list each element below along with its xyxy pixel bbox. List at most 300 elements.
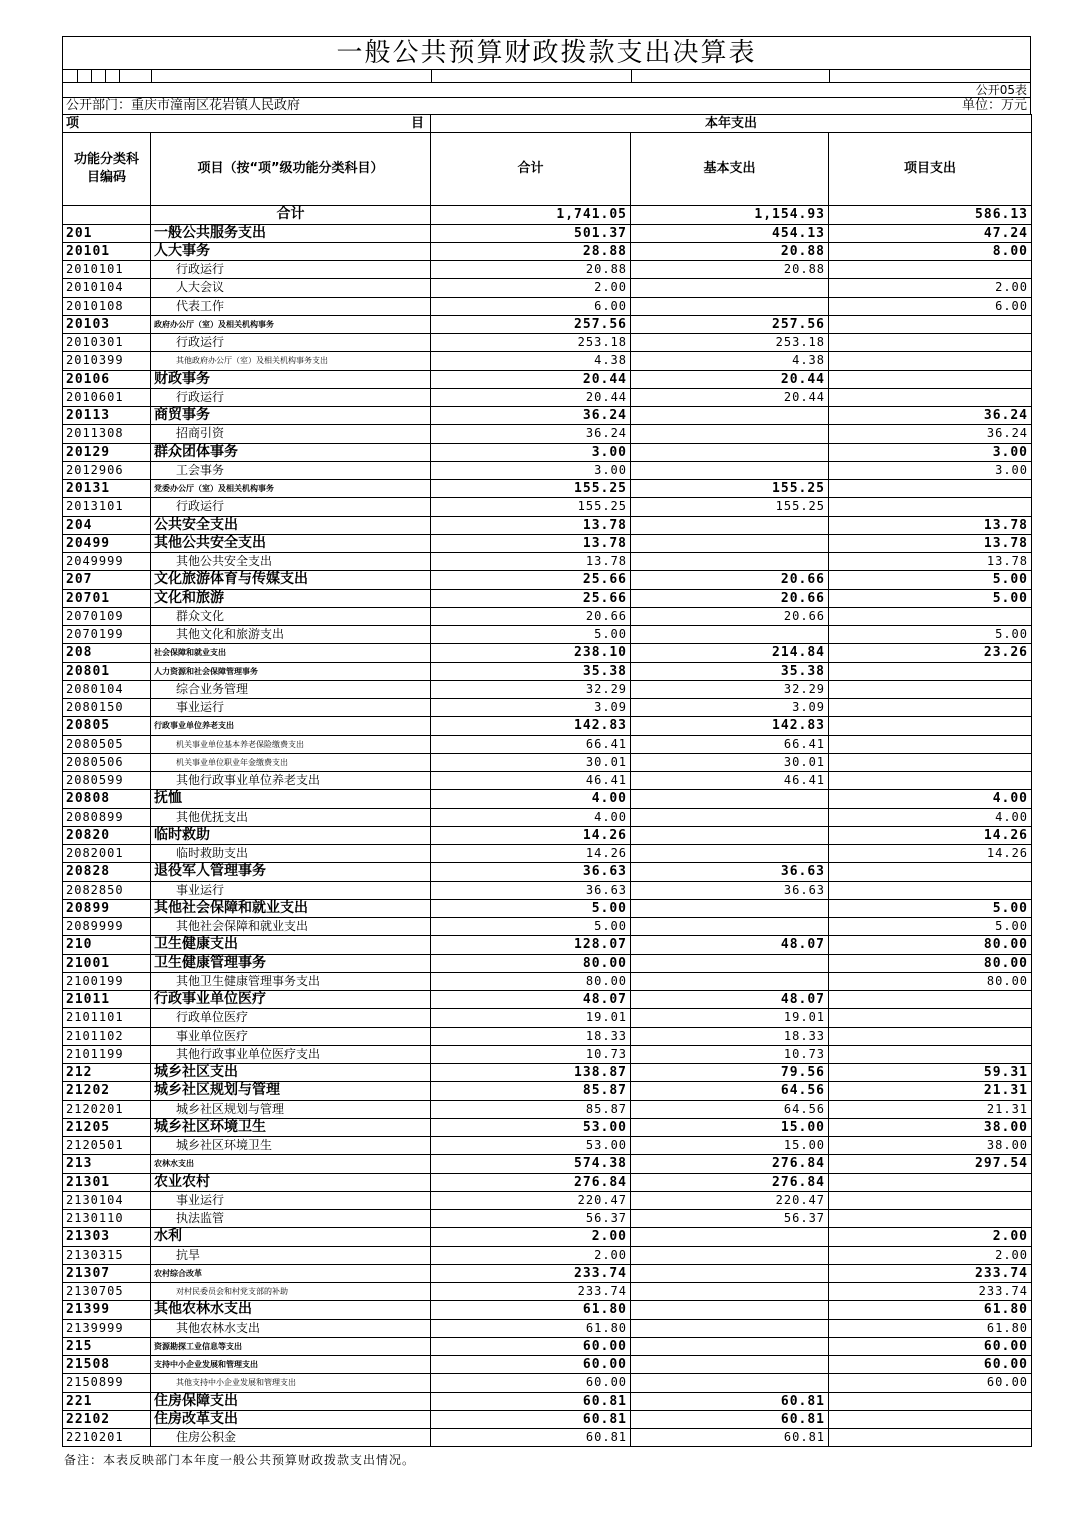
total-cell: 20.88 — [431, 261, 631, 279]
project-cell — [829, 991, 1032, 1009]
total-cell: 1,741.05 — [431, 206, 631, 224]
project-cell — [829, 881, 1032, 899]
basic-cell — [631, 553, 829, 571]
project-cell: 5.00 — [829, 899, 1032, 917]
project-cell: 80.00 — [829, 954, 1032, 972]
project-cell: 233.74 — [829, 1264, 1032, 1282]
code-cell: 2089999 — [63, 918, 151, 936]
name-cell: 事业单位医疗 — [151, 1027, 431, 1045]
project-cell: 47.24 — [829, 224, 1032, 242]
name-cell: 其他优抚支出 — [151, 808, 431, 826]
table-row — [63, 279, 1032, 297]
basic-cell: 20.88 — [631, 242, 829, 260]
basic-cell: 48.07 — [631, 936, 829, 954]
basic-cell: 4.38 — [631, 352, 829, 370]
table-row — [63, 1374, 1032, 1392]
code-cell: 2130104 — [63, 1191, 151, 1209]
total-cell: 3.09 — [431, 699, 631, 717]
code-cell: 2101101 — [63, 1009, 151, 1027]
name-cell: 事业运行 — [151, 1191, 431, 1209]
name-cell: 群众团体事务 — [151, 443, 431, 461]
project-cell: 2.00 — [829, 1246, 1032, 1264]
table-row — [63, 1173, 1032, 1191]
name-cell: 人大会议 — [151, 279, 431, 297]
table-row — [63, 388, 1032, 406]
code-cell: 2082001 — [63, 845, 151, 863]
basic-cell: 46.41 — [631, 772, 829, 790]
table-row — [63, 899, 1032, 917]
name-cell: 其他社会保障和就业支出 — [151, 899, 431, 917]
current-year-header: 本年支出 — [431, 115, 1032, 133]
code-cell: 20828 — [63, 863, 151, 881]
total-cell: 2.00 — [431, 1228, 631, 1246]
basic-cell: 142.83 — [631, 717, 829, 735]
name-cell: 代表工作 — [151, 297, 431, 315]
code-cell: 2130315 — [63, 1246, 151, 1264]
basic-cell: 35.38 — [631, 662, 829, 680]
code-cell: 2080505 — [63, 735, 151, 753]
total-cell: 155.25 — [431, 498, 631, 516]
table-row — [63, 1301, 1032, 1319]
basic-cell: 60.81 — [631, 1429, 829, 1447]
code-cell: 20129 — [63, 443, 151, 461]
project-cell — [829, 261, 1032, 279]
name-cell: 其他卫生健康管理事务支出 — [151, 972, 431, 990]
basic-cell — [631, 1337, 829, 1355]
name-cell: 群众文化 — [151, 607, 431, 625]
department-label: 公开部门：重庆市潼南区花岩镇人民政府 — [66, 98, 301, 113]
name-cell: 行政运行 — [151, 334, 431, 352]
code-cell: 212 — [63, 1064, 151, 1082]
basic-cell — [631, 808, 829, 826]
project-cell: 2.00 — [829, 1228, 1032, 1246]
total-cell: 20.66 — [431, 607, 631, 625]
report-sheet — [62, 36, 1031, 1468]
name-cell: 其他行政事业单位养老支出 — [151, 772, 431, 790]
name-cell: 其他政府办公厅（室）及相关机构事务支出 — [151, 352, 431, 370]
blank-grid-row — [62, 69, 1031, 82]
table-row — [63, 991, 1032, 1009]
code-cell: 210 — [63, 936, 151, 954]
name-cell: 机关事业单位基本养老保险缴费支出 — [151, 735, 431, 753]
name-cell: 临时救助支出 — [151, 845, 431, 863]
basic-cell — [631, 826, 829, 844]
name-cell: 抗旱 — [151, 1246, 431, 1264]
name-cell: 其他社会保障和就业支出 — [151, 918, 431, 936]
project-cell — [829, 1045, 1032, 1063]
total-cell: 142.83 — [431, 717, 631, 735]
code-cell: 2101199 — [63, 1045, 151, 1063]
basic-cell — [631, 1374, 829, 1392]
total-cell: 48.07 — [431, 991, 631, 1009]
total-cell: 4.00 — [431, 790, 631, 808]
total-cell: 60.81 — [431, 1410, 631, 1428]
project-cell — [829, 1210, 1032, 1228]
basic-cell: 56.37 — [631, 1210, 829, 1228]
project-cell: 5.00 — [829, 571, 1032, 589]
basic-cell — [631, 972, 829, 990]
code-cell: 20899 — [63, 899, 151, 917]
header-row-2 — [63, 133, 1032, 206]
table-row — [63, 1410, 1032, 1428]
total-cell: 2.00 — [431, 279, 631, 297]
project-cell: 21.31 — [829, 1082, 1032, 1100]
table-row — [63, 407, 1032, 425]
name-cell: 临时救助 — [151, 826, 431, 844]
project-cell: 4.00 — [829, 808, 1032, 826]
basic-cell: 1,154.93 — [631, 206, 829, 224]
table-row — [63, 607, 1032, 625]
code-cell: 201 — [63, 224, 151, 242]
total-cell: 61.80 — [431, 1319, 631, 1337]
project-cell — [829, 1009, 1032, 1027]
total-cell: 6.00 — [431, 297, 631, 315]
table-row — [63, 717, 1032, 735]
table-row — [63, 1009, 1032, 1027]
name-cell: 其他文化和旅游支出 — [151, 626, 431, 644]
project-cell — [829, 680, 1032, 698]
basic-cell — [631, 845, 829, 863]
project-col-header: 项目支出 — [829, 133, 1032, 206]
basic-cell: 276.84 — [631, 1155, 829, 1173]
code-cell: 2010108 — [63, 297, 151, 315]
basic-cell: 18.33 — [631, 1027, 829, 1045]
basic-cell — [631, 899, 829, 917]
code-cell: 2130110 — [63, 1210, 151, 1228]
code-cell: 21001 — [63, 954, 151, 972]
table-row — [63, 261, 1032, 279]
basic-cell — [631, 1319, 829, 1337]
dept-unit-row — [62, 97, 1031, 114]
project-cell — [829, 1027, 1032, 1045]
table-row — [63, 1337, 1032, 1355]
basic-cell — [631, 1301, 829, 1319]
name-cell: 住房改革支出 — [151, 1410, 431, 1428]
table-row — [63, 461, 1032, 479]
project-cell — [829, 1429, 1032, 1447]
project-cell — [829, 753, 1032, 771]
table-row — [63, 845, 1032, 863]
table-row — [63, 1191, 1032, 1209]
code-cell: 21202 — [63, 1082, 151, 1100]
basic-cell: 20.66 — [631, 571, 829, 589]
total-cell: 13.78 — [431, 516, 631, 534]
total-cell: 10.73 — [431, 1045, 631, 1063]
table-row — [63, 680, 1032, 698]
code-cell: 2210201 — [63, 1429, 151, 1447]
code-cell: 20820 — [63, 826, 151, 844]
table-row — [63, 315, 1032, 333]
code-cell: 21301 — [63, 1173, 151, 1191]
project-cell: 586.13 — [829, 206, 1032, 224]
total-cell: 233.74 — [431, 1283, 631, 1301]
total-cell: 238.10 — [431, 644, 631, 662]
total-cell: 36.63 — [431, 881, 631, 899]
basic-cell: 64.56 — [631, 1082, 829, 1100]
basic-cell — [631, 279, 829, 297]
basic-cell — [631, 534, 829, 552]
code-cell: 20106 — [63, 370, 151, 388]
name-cell: 政府办公厅（室）及相关机构事务 — [151, 315, 431, 333]
total-cell: 128.07 — [431, 936, 631, 954]
table-row — [63, 790, 1032, 808]
name-cell: 其他农林水支出 — [151, 1319, 431, 1337]
project-cell: 3.00 — [829, 461, 1032, 479]
basic-cell: 454.13 — [631, 224, 829, 242]
total-cell: 46.41 — [431, 772, 631, 790]
total-cell: 3.00 — [431, 443, 631, 461]
basic-cell — [631, 297, 829, 315]
total-cell: 36.63 — [431, 863, 631, 881]
table-row — [63, 297, 1032, 315]
name-cell: 事业运行 — [151, 699, 431, 717]
basic-cell: 60.81 — [631, 1410, 829, 1428]
project-cell: 13.78 — [829, 516, 1032, 534]
basic-cell — [631, 1283, 829, 1301]
table-row — [63, 881, 1032, 899]
total-cell: 18.33 — [431, 1027, 631, 1045]
project-cell: 23.26 — [829, 644, 1032, 662]
basic-cell — [631, 461, 829, 479]
project-cell: 233.74 — [829, 1283, 1032, 1301]
table-row — [63, 753, 1032, 771]
name-cell: 城乡社区支出 — [151, 1064, 431, 1082]
name-cell: 其他支持中小企业发展和管理支出 — [151, 1374, 431, 1392]
project-cell — [829, 315, 1032, 333]
project-cell: 4.00 — [829, 790, 1032, 808]
name-cell: 执法监管 — [151, 1210, 431, 1228]
code-cell: 21508 — [63, 1356, 151, 1374]
basic-cell: 48.07 — [631, 991, 829, 1009]
project-cell: 13.78 — [829, 534, 1032, 552]
table-row — [63, 918, 1032, 936]
total-cell: 36.24 — [431, 407, 631, 425]
basic-cell: 253.18 — [631, 334, 829, 352]
project-cell — [829, 863, 1032, 881]
total-cell: 66.41 — [431, 735, 631, 753]
project-cell: 21.31 — [829, 1100, 1032, 1118]
name-cell: 其他公共安全支出 — [151, 534, 431, 552]
name-cell: 其他行政事业单位医疗支出 — [151, 1045, 431, 1063]
table-row — [63, 242, 1032, 260]
code-cell: 215 — [63, 1337, 151, 1355]
code-cell: 20103 — [63, 315, 151, 333]
total-cell: 60.81 — [431, 1392, 631, 1410]
basic-cell: 20.66 — [631, 589, 829, 607]
basic-cell — [631, 1246, 829, 1264]
project-cell: 60.00 — [829, 1337, 1032, 1355]
project-cell: 36.24 — [829, 425, 1032, 443]
basic-cell — [631, 1228, 829, 1246]
total-cell: 13.78 — [431, 534, 631, 552]
basic-cell: 64.56 — [631, 1100, 829, 1118]
total-cell: 14.26 — [431, 826, 631, 844]
item-header-right: 目 — [411, 116, 425, 131]
basic-cell: 276.84 — [631, 1173, 829, 1191]
project-cell: 5.00 — [829, 626, 1032, 644]
table-row — [63, 808, 1032, 826]
table-row — [63, 1064, 1032, 1082]
total-cell: 5.00 — [431, 918, 631, 936]
total-cell: 25.66 — [431, 589, 631, 607]
project-cell — [829, 1392, 1032, 1410]
project-cell — [829, 334, 1032, 352]
basic-cell — [631, 1356, 829, 1374]
total-cell: 5.00 — [431, 899, 631, 917]
total-cell: 4.38 — [431, 352, 631, 370]
total-cell: 253.18 — [431, 334, 631, 352]
table-row — [63, 1137, 1032, 1155]
basic-cell: 155.25 — [631, 480, 829, 498]
project-cell: 38.00 — [829, 1118, 1032, 1136]
basic-cell: 3.09 — [631, 699, 829, 717]
total-cell: 20.44 — [431, 388, 631, 406]
code-cell: 2139999 — [63, 1319, 151, 1337]
table-row — [63, 480, 1032, 498]
code-cell: 2120201 — [63, 1100, 151, 1118]
basic-cell — [631, 918, 829, 936]
total-col-header: 合计 — [431, 133, 631, 206]
total-cell: 32.29 — [431, 680, 631, 698]
table-row — [63, 1045, 1032, 1063]
name-cell: 城乡社区规划与管理 — [151, 1100, 431, 1118]
table-row — [63, 498, 1032, 516]
header-row-1 — [63, 115, 1032, 133]
basic-cell: 20.44 — [631, 370, 829, 388]
project-cell: 13.78 — [829, 553, 1032, 571]
total-cell: 56.37 — [431, 1210, 631, 1228]
table-row — [63, 662, 1032, 680]
total-cell: 276.84 — [431, 1173, 631, 1191]
name-cell: 城乡社区规划与管理 — [151, 1082, 431, 1100]
table-row — [63, 626, 1032, 644]
table-row — [63, 1246, 1032, 1264]
name-cell: 住房保障支出 — [151, 1392, 431, 1410]
table-row — [63, 553, 1032, 571]
code-cell: 213 — [63, 1155, 151, 1173]
project-cell: 297.54 — [829, 1155, 1032, 1173]
basic-cell: 214.84 — [631, 644, 829, 662]
basic-cell — [631, 516, 829, 534]
basic-cell: 66.41 — [631, 735, 829, 753]
total-cell: 30.01 — [431, 753, 631, 771]
code-cell: 21011 — [63, 991, 151, 1009]
table-row — [63, 1392, 1032, 1410]
total-cell: 220.47 — [431, 1191, 631, 1209]
project-cell — [829, 717, 1032, 735]
project-cell — [829, 352, 1032, 370]
table-row — [63, 352, 1032, 370]
project-cell: 14.26 — [829, 845, 1032, 863]
name-cell: 文化和旅游 — [151, 589, 431, 607]
code-cell: 20701 — [63, 589, 151, 607]
total-cell: 28.88 — [431, 242, 631, 260]
name-cell: 行政事业单位养老支出 — [151, 717, 431, 735]
code-cell: 2010104 — [63, 279, 151, 297]
basic-cell: 20.66 — [631, 607, 829, 625]
code-cell: 20131 — [63, 480, 151, 498]
name-cell: 退役军人管理事务 — [151, 863, 431, 881]
table-row — [63, 571, 1032, 589]
table-row — [63, 972, 1032, 990]
basic-cell — [631, 626, 829, 644]
project-cell: 6.00 — [829, 297, 1032, 315]
name-cell: 农业农村 — [151, 1173, 431, 1191]
basic-col-header: 基本支出 — [631, 133, 829, 206]
project-cell: 80.00 — [829, 936, 1032, 954]
name-cell: 资源勘探工业信息等支出 — [151, 1337, 431, 1355]
name-cell: 卫生健康支出 — [151, 936, 431, 954]
footer-note: 备注：本表反映部门本年度一般公共预算财政拨款支出情况。 — [64, 1453, 416, 1468]
code-cell: 2080599 — [63, 772, 151, 790]
code-cell: 2010101 — [63, 261, 151, 279]
basic-cell — [631, 954, 829, 972]
total-cell: 5.00 — [431, 626, 631, 644]
code-cell: 21303 — [63, 1228, 151, 1246]
code-cell: 2120501 — [63, 1137, 151, 1155]
table-row — [63, 735, 1032, 753]
item-header-left: 项 — [66, 116, 80, 132]
name-cell: 机关事业单位职业年金缴费支出 — [151, 753, 431, 771]
table-row — [63, 1283, 1032, 1301]
basic-cell: 257.56 — [631, 315, 829, 333]
code-cell: 20808 — [63, 790, 151, 808]
table-row — [63, 1429, 1032, 1447]
name-cell: 事业运行 — [151, 881, 431, 899]
total-cell: 53.00 — [431, 1137, 631, 1155]
basic-cell: 79.56 — [631, 1064, 829, 1082]
name-cell: 综合业务管理 — [151, 680, 431, 698]
total-cell: 60.00 — [431, 1337, 631, 1355]
name-cell: 行政运行 — [151, 388, 431, 406]
expenditure-table — [62, 114, 1032, 1447]
table-row — [63, 954, 1032, 972]
code-cell: 221 — [63, 1392, 151, 1410]
project-cell — [829, 772, 1032, 790]
name-cell: 财政事务 — [151, 370, 431, 388]
basic-cell: 36.63 — [631, 863, 829, 881]
name-cell: 工会事务 — [151, 461, 431, 479]
name-cell: 其他农林水支出 — [151, 1301, 431, 1319]
project-cell: 60.00 — [829, 1374, 1032, 1392]
table-row — [63, 589, 1032, 607]
table-row — [63, 644, 1032, 662]
name-cell: 招商引资 — [151, 425, 431, 443]
total-cell: 155.25 — [431, 480, 631, 498]
code-cell: 2150899 — [63, 1374, 151, 1392]
name-cell: 行政运行 — [151, 261, 431, 279]
project-cell: 8.00 — [829, 242, 1032, 260]
table-row — [63, 224, 1032, 242]
total-cell: 60.00 — [431, 1356, 631, 1374]
total-cell: 61.80 — [431, 1301, 631, 1319]
project-cell — [829, 607, 1032, 625]
project-cell — [829, 498, 1032, 516]
project-cell — [829, 662, 1032, 680]
table-row — [63, 443, 1032, 461]
table-row — [63, 1027, 1032, 1045]
table-body — [63, 206, 1032, 1447]
basic-cell: 20.44 — [631, 388, 829, 406]
project-cell: 36.24 — [829, 407, 1032, 425]
total-cell: 25.66 — [431, 571, 631, 589]
table-row — [63, 1228, 1032, 1246]
code-cell: 20101 — [63, 242, 151, 260]
project-cell — [829, 388, 1032, 406]
table-row — [63, 1356, 1032, 1374]
total-cell: 3.00 — [431, 461, 631, 479]
table-row — [63, 826, 1032, 844]
